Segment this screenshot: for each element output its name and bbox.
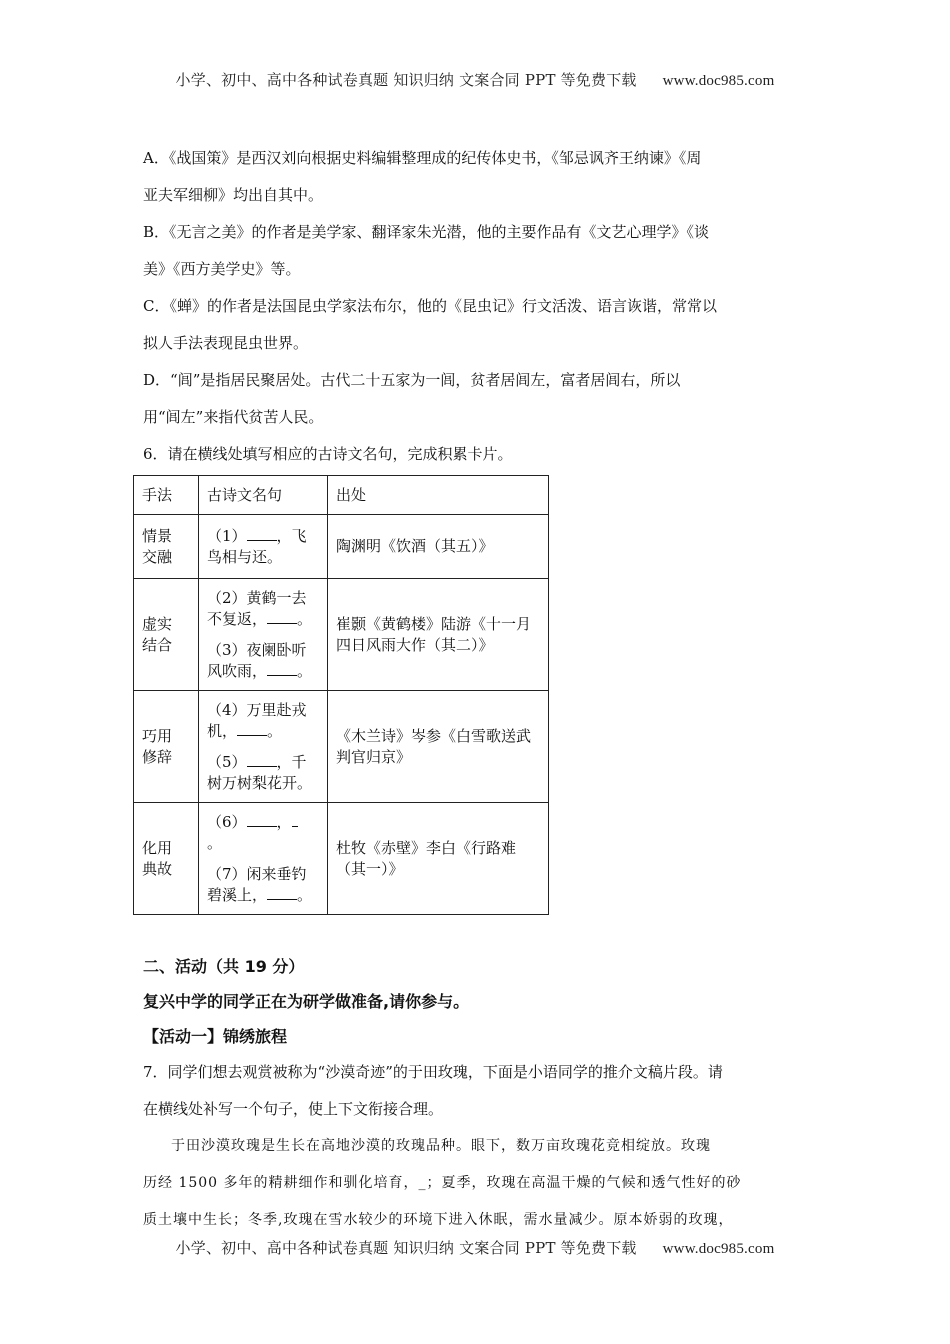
header-text: 小学、初中、高中各种试卷真题 知识归纳 文案合同 PPT 等免费下载	[175, 71, 637, 89]
verse-cell: （4）万里赴戎 机， 。 （5） ，千 树万树梨花开。	[199, 691, 328, 803]
question7-line1: 7．同学们想去观赏被称为“沙漠奇迹”的于田玫瑰，下面是小语同学的推介文稿片段。请	[143, 1063, 723, 1081]
question6-prompt: 6．请在横线处填写相应的古诗文名句，完成积累卡片。	[143, 445, 513, 463]
answer-blank[interactable]	[247, 526, 277, 541]
answer-blank[interactable]	[292, 812, 298, 827]
option-b-line2: 美》《西方美学史》等。	[143, 260, 301, 278]
header-verse: 古诗文名句	[199, 476, 328, 515]
verse-cell: （2）黄鹤一去 不复返， 。 （3）夜阑卧听 风吹雨， 。	[199, 579, 328, 691]
answer-blank[interactable]	[267, 609, 297, 624]
technique-cell: 化用 典故	[134, 803, 199, 915]
document-body	[143, 140, 809, 1239]
passage-line: 质土壤中生长；冬季,玫瑰在雪水较少的环境下进入休眠，需水量减少。原本娇弱的玫瑰，	[143, 1212, 734, 1228]
table-row	[134, 691, 549, 803]
passage-line: 于田沙漠玫瑰是生长在高地沙漠的玫瑰品种。眼下，数万亩玫瑰花竞相绽放。玫瑰	[171, 1138, 711, 1154]
passage-line: 历经 1500 多年的精耕细作和驯化培育，_；夏季，玫瑰在高温干燥的气候和透气性好的砂	[143, 1175, 742, 1191]
table-row	[134, 803, 549, 915]
source-cell: 杜牧《赤壁》李白《行路难（其一）》	[328, 803, 549, 915]
header-site-link[interactable]: www.doc985.com	[662, 73, 775, 89]
answer-blank[interactable]	[267, 661, 297, 676]
table-row	[134, 579, 549, 691]
option-a-line2: 亚夫军细柳》均出自其中。	[143, 186, 324, 204]
activity1-title: 【活动一】锦绣旅程	[143, 1027, 288, 1046]
option-d-line1: D．“闾”是指居民聚居处。古代二十五家为一闾，贫者居闾左，富者居闾右，所以	[143, 371, 681, 389]
page-header	[0, 69, 950, 90]
footer-text: 小学、初中、高中各种试卷真题 知识归纳 文案合同 PPT 等免费下载	[175, 1239, 637, 1257]
source-cell: 《木兰诗》岑参《白雪歌送武判官归京》	[328, 691, 549, 803]
answer-blank[interactable]	[247, 812, 277, 827]
source-cell: 崔颢《黄鹤楼》陆游《十一月四日风雨大作（其二）》	[328, 579, 549, 691]
accumulation-card-table	[133, 475, 549, 915]
header-source: 出处	[328, 476, 549, 515]
page-footer	[0, 1237, 950, 1258]
verse-cell: （1） ，飞 鸟相与还。	[199, 515, 328, 579]
technique-cell: 情景 交融	[134, 515, 199, 579]
header-technique: 手法	[134, 476, 199, 515]
section2-intro: 复兴中学的同学正在为研学做准备,请你参与。	[143, 992, 470, 1011]
table-header-row	[134, 476, 549, 515]
technique-cell: 虚实 结合	[134, 579, 199, 691]
verse-cell: （6） ， 。 （7）闲来垂钓 碧溪上， 。	[199, 803, 328, 915]
section2-title: 二、活动（共 19 分）	[143, 957, 305, 976]
table-row	[134, 515, 549, 579]
footer-site-link[interactable]: www.doc985.com	[662, 1241, 775, 1257]
answer-blank[interactable]	[267, 885, 297, 900]
source-cell: 陶渊明《饮酒（其五）》	[328, 515, 549, 579]
answer-blank[interactable]	[247, 752, 277, 767]
option-c-line1: C．《蝉》的作者是法国昆虫学家法布尔，他的《昆虫记》行文活泼、语言诙谐，常常以	[143, 297, 717, 315]
question7-line2: 在横线处补写一个句子，使上下文衔接合理。	[143, 1100, 444, 1118]
option-a-line1: A．《战国策》是西汉刘向根据史料编辑整理成的纪传体史书，《邹忌讽齐王纳谏》《周	[143, 149, 702, 167]
answer-blank[interactable]	[237, 721, 267, 736]
option-d-line2: 用“闾左”来指代贫苦人民。	[143, 408, 324, 426]
option-c-line2: 拟人手法表现昆虫世界。	[143, 334, 309, 352]
option-b-line1: B．《无言之美》的作者是美学家、翻译家朱光潜，他的主要作品有《文艺心理学》《谈	[143, 223, 710, 241]
technique-cell: 巧用 修辞	[134, 691, 199, 803]
